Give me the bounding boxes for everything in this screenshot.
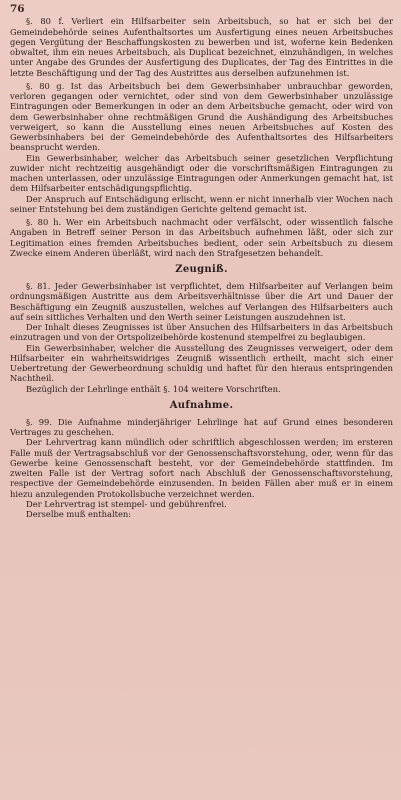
paragraph-80h: §. 80 h. Wer ein Arbeitsbuch nachmacht oder verfälscht, oder wissentlich falsche Angaben in Betreff seiner Person in das Arbeitsbuch aufnehmen läßt, oder sich zur Legitimation eines fremden Arbeitsbuches bedient, oder sein Arbeitsbuch zu diesem Zwecke einem Anderen überläßt, wird nach den Strafgesetzen behandelt. <box>10 217 393 258</box>
paragraph-99: §. 99. Die Aufnahme minderjähriger Lehrlinge hat auf Grund eines besonderen Vertrages zu geschehen. <box>10 416 393 437</box>
paragraph-80g-expiry: Der Anspruch auf Entschädigung erlischt, wenn er nicht innerhalb vier Wochen nach seiner Entstehung bei dem zuständigen Gerichte geltend gemacht ist. <box>10 193 393 214</box>
paragraph-81-content: Der Inhalt dieses Zeugnisses ist über Ansuchen des Hilfsarbeiters in das Arbeitsbuch einzutragen und von der Ortspolizeibehörde kostenund stempelfrei zu beglaubigen. <box>10 322 393 343</box>
paragraph-99-contents: Derselbe muß enthalten: <box>26 509 132 519</box>
page-number: 76 <box>10 3 25 15</box>
paragraph-81: §. 81. Jeder Gewerbsinhaber ist verpflichtet, dem Hilfsarbeiter auf Verlangen beim ordnungsmäßigen Austritte aus dem Arbeitsverhältnisse über die Art und Dauer der Beschäftigung ein Zeugniß auszustellen, welches auf Verlangen des Hilfsarbeiters auch auf sein sittliches Verhalten und den Werth seiner Leistungen auszudehnen ist. <box>10 281 393 322</box>
paragraph-80g: §. 80 g. Ist das Arbeitsbuch bei dem Gewerbsinhaber unbrauchbar geworden, verloren gegangen oder vernichtet, oder sind von dem Gewerbsinhaber unzulässige Eintragungen oder Bemerkungen in oder an dem Arbeitsbuche gemacht, oder wird von dem Gewerbsinhaber ohne rechtmäßigen Grund die Aushändigung des Arbeitsbuches verweigert, so kann die Ausstellung eines neuen Arbeitsbuches auf Kosten des Gewerbsinhabers bei der Gemeindebehörde des Aufenthaltsortes des Hilfsarbeiters beansprucht werden. <box>10 80 393 153</box>
paragraph-80f: §. 80 f. Verliert ein Hilfsarbeiter sein Arbeitsbuch, so hat er sich bei der Gemeindebehörde seines Aufenthaltsortes um Ausfertigung eines neuen Arbeitsbuches gegen Vergütung der Beschaffungskosten zu bewerben und ist, woferne kein Bedenken obwaltet, ihm ein neues Arbeitsbuch, als Duplicat bezeichnet, einzuhändigen, in welches unter Angabe des Grundes der Ausfertigung des Duplicates, der Tag des Eintrittes in die letzte Beschäftigung und der Tag des Austrittes aus derselben aufzunehmen ist. <box>10 16 393 78</box>
paragraph-99-fees: Der Lehrvertrag ist stempel- und gebührenfrei. <box>26 498 227 509</box>
paragraph-99-contract: Der Lehrvertrag kann mündlich oder schriftlich abgeschlossen werden; im ersteren Falle muß der Vertragsabschluß vor der Genossenschaftsvorstehung, oder, wenn für das Gewerbe keine Genossenschaft besteht, vor der Gemeindebehörde stattfinden. Im zweiten Falle ist der Vertrag sofort nach Abschluß der Genossenschaftsvorstehung, respective der Gemeindebehörde einzusenden. In beiden Fällen aber muß er in einem hiezu anzulegenden Protokollsbuche verzeichnet werden. <box>10 437 393 499</box>
paragraph-81-apprentices: Bezüglich der Lehrlinge enthält §. 104 weitere Vorschriften. <box>26 383 281 394</box>
section-heading-aufnahme: Aufnahme. <box>169 399 234 411</box>
paragraph-80g-liability: Ein Gewerbsinhaber, welcher das Arbeitsbuch seiner gesetzlichen Verpflichtung zuwider nicht rechtzeitig ausgehändigt oder die vorschriftsmäßigen Eintragungen zu machen unterlassen, oder unzulässige Eintragungen oder Anmerkungen gemacht hat, ist dem Hilfsarbeiter entschädigungspflichtig. <box>10 152 393 194</box>
paragraph-81-refusal: Ein Gewerbsinhaber, welcher die Ausstellung des Zeugnisses verweigert, oder dem Hilfsarbeiter ein wahrheitswidriges Zeugniß wissentlich ertheilt, macht sich einer Uebertretung der Gewerbeordnung schuldig und haftet für den hieraus entspringenden Nachtheil. <box>10 342 393 384</box>
section-heading-zeugnis: Zeugniß. <box>175 264 228 275</box>
